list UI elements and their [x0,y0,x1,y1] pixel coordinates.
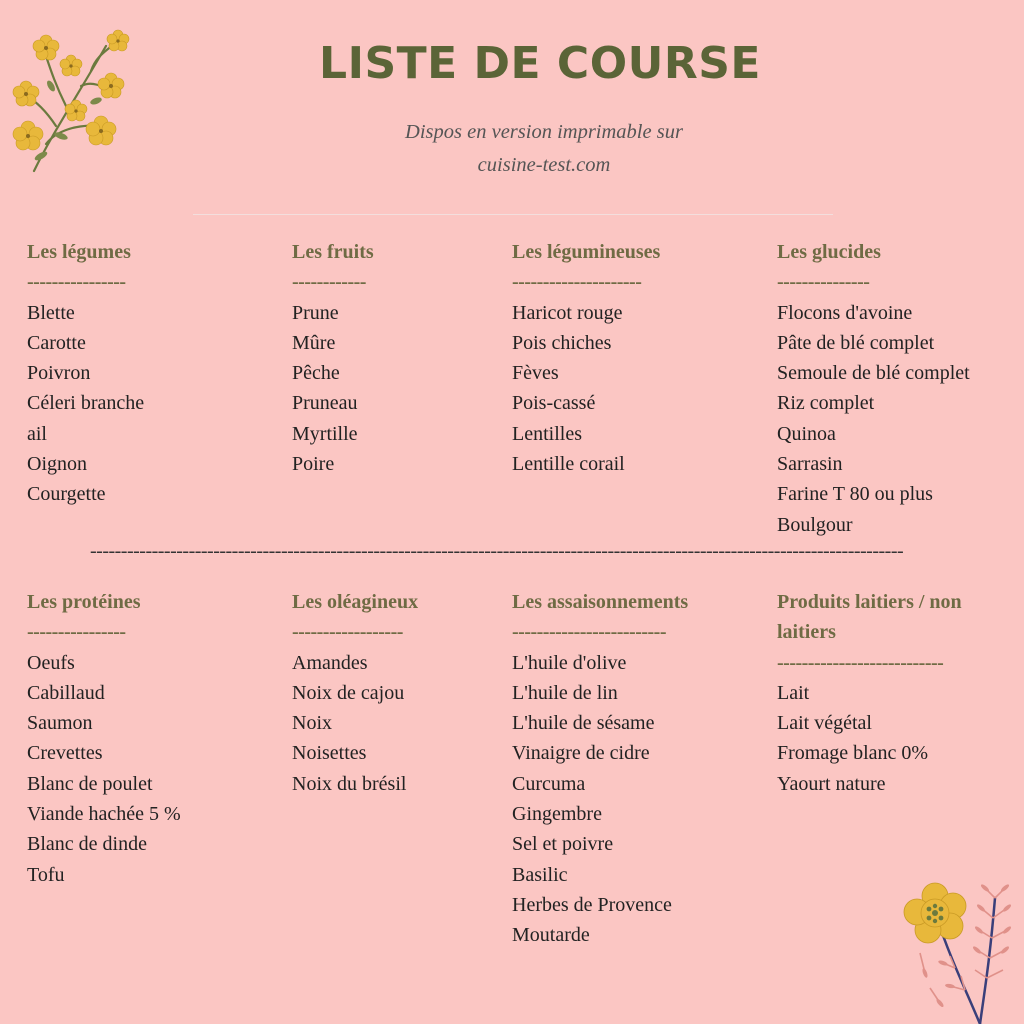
category-dash-line: --------------- [777,271,870,294]
category-title: Les glucides [777,241,881,263]
list-item: Pêche [292,362,340,385]
category-title: Les légumineuses [512,241,661,263]
list-item: Pois chiches [512,331,612,354]
list-item: Haricot rouge [512,301,623,324]
section-separator: ------------------------------------------------------------------------------------------------------------------------------------ [90,540,904,562]
category-produits-laitiers-non-laitiers [777,587,1017,799]
category-les-proteines [27,587,262,890]
list-item: Noisettes [292,742,367,765]
list-item: Fèves [512,362,559,385]
list-item: Lait [777,681,810,704]
list-item: Moutarde [512,924,590,947]
list-item: Blanc de poulet [27,772,153,795]
list-item: Noix de cajou [292,681,405,704]
category-dash-line: --------------------------- [777,651,944,674]
list-item: Blette [27,301,75,324]
list-item: Poire [292,453,335,476]
category-dash-line: ------------------------- [512,621,667,644]
list-item: Amandes [292,651,368,674]
list-item: Viande hachée 5 % [27,803,181,826]
list-item: Sarrasin [777,453,843,476]
list-item: Fromage blanc 0% [777,742,929,765]
list-item: Noix du brésil [292,772,407,795]
page-title: LISTE DE COURSE [319,38,761,89]
list-item: Noix [292,712,332,735]
list-item: Céleri branche [27,392,145,415]
list-item: Oeufs [27,651,75,674]
list-item: Lentille corail [512,453,625,476]
list-item: Farine T 80 ou plus [777,483,933,506]
category-dash-line: --------------------- [512,271,642,294]
list-item: Yaourt nature [777,772,886,795]
list-item: Blanc de dinde [27,833,147,856]
list-item: Pâte de blé complet [777,331,935,354]
category-title: Les fruits [292,241,374,263]
list-item: Riz complet [777,392,875,415]
list-item: Sel et poivre [512,833,614,856]
subtitle-line: Dispos en version imprimable sur [405,121,683,143]
list-item: L'huile de lin [512,681,618,704]
category-title: Les assaisonnements [512,591,689,613]
category-title: Les protéines [27,591,141,613]
list-item: Herbes de Provence [512,893,672,916]
category-dash-line: ------------------ [292,621,403,644]
list-item: Pruneau [292,392,358,415]
list-item: Lentilles [512,422,582,445]
list-item: L'huile de sésame [512,712,655,735]
flower-decoration-icon [895,878,1024,1024]
list-item: Vinaigre de cidre [512,742,650,765]
category-les-assaisonnements [512,587,747,951]
list-item: Gingembre [512,803,602,826]
list-item: Poivron [27,362,91,385]
list-item: Semoule de blé complet [777,362,970,385]
list-item: Mûre [292,331,336,354]
list-item: ail [27,422,47,445]
category-dash-line: ------------ [292,271,366,294]
category-title: Les oléagineux [292,591,419,613]
list-item: Prune [292,301,339,324]
category-title: Produits laitiers / non laitiers [777,591,962,644]
category-les-glucides [777,237,1017,540]
list-item: Lait végétal [777,712,872,735]
category-les-legumineuses [512,237,747,479]
list-item: Tofu [27,863,65,886]
list-item: Curcuma [512,772,586,795]
list-item: L'huile d'olive [512,651,627,674]
list-item: Pois-cassé [512,392,596,415]
list-item: Boulgour [777,513,853,536]
list-item: Quinoa [777,422,836,445]
category-les-fruits [292,237,527,479]
category-title: Les légumes [27,241,131,263]
list-item: Basilic [512,863,568,886]
subtitle-link-text: cuisine-test.com [477,154,611,176]
page-subtitle [0,116,1024,182]
list-item: Saumon [27,712,93,735]
category-dash-line: ---------------- [27,621,126,644]
list-item: Crevettes [27,742,103,765]
category-les-oleagineux [292,587,527,799]
category-dash-line: ---------------- [27,271,126,294]
list-item: Courgette [27,483,106,506]
list-item: Flocons d'avoine [777,301,913,324]
list-item: Cabillaud [27,681,105,704]
header-divider [193,214,833,215]
list-item: Myrtille [292,422,358,445]
list-item: Carotte [27,331,86,354]
list-item: Oignon [27,453,87,476]
category-les-legumes [27,237,262,510]
